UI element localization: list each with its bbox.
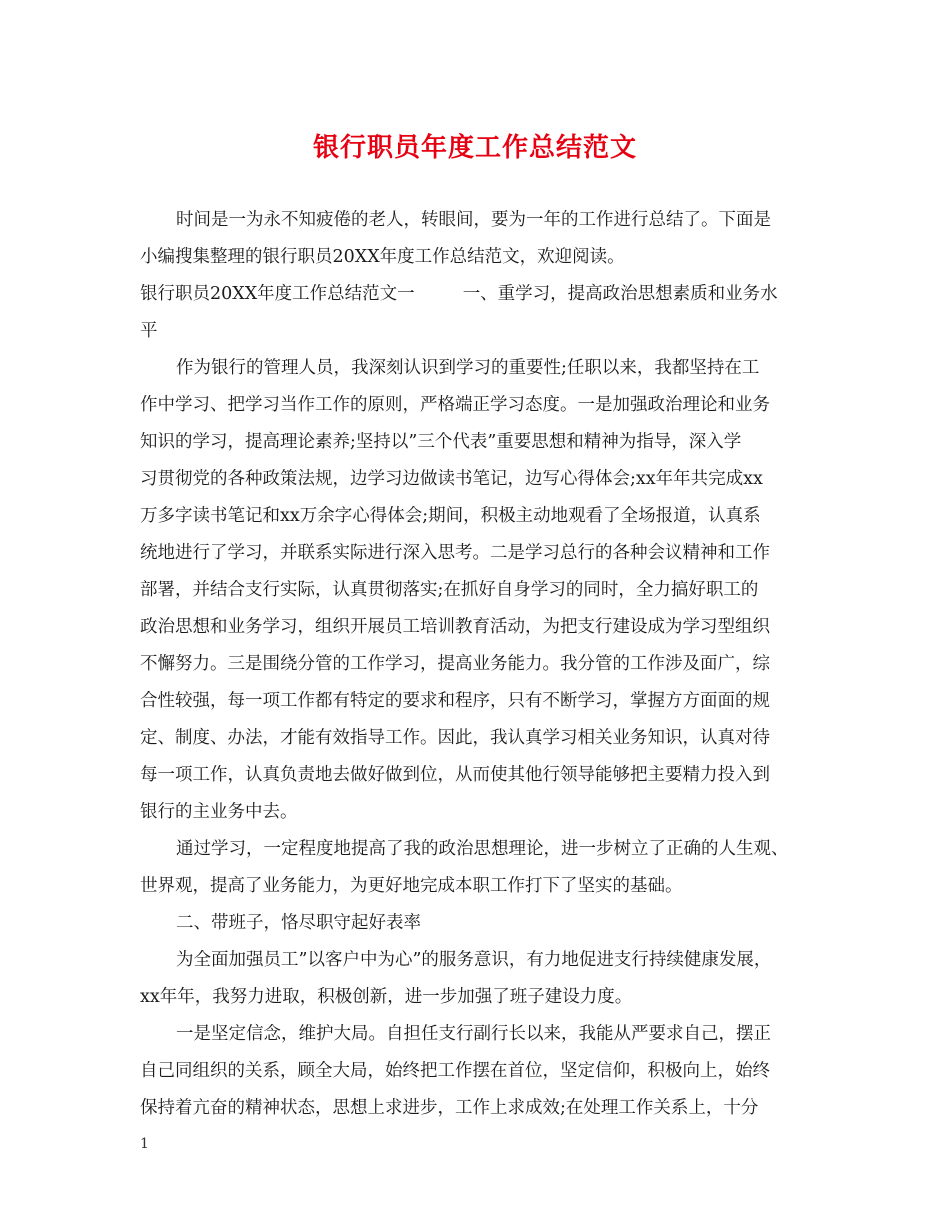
- intro-line: 时间是一为永不知疲倦的老人，转眼间，要为一年的工作进行总结了。下面是: [176, 210, 771, 230]
- section1-heading: 一、重学习，提高政治思想素质和业务水: [462, 284, 778, 304]
- paragraph-line: 作为银行的管理人员，我深刻认识到学习的重要性;任职以来，我都坚持在工: [176, 358, 760, 378]
- page-number: 1: [140, 1136, 149, 1152]
- paragraph-line: 万多字读书笔记和xx万余字心得体会;期间，积极主动地观看了全场报道，认真系: [140, 506, 761, 526]
- paragraph-line: 知识的学习，提高理论素养;坚持以”三个代表”重要思想和精神为指导，深入学: [140, 432, 742, 452]
- document-body: [140, 206, 830, 1131]
- intro-line: 小编搜集整理的银行职员20XX年度工作总结范文，欢迎阅读。: [140, 247, 625, 267]
- section1-heading-continuation: 平: [140, 321, 158, 341]
- paragraph-line: 银行的主业务中去。: [140, 802, 298, 822]
- article-heading: 银行职员20XX年度工作总结范文一: [140, 284, 415, 304]
- paragraph-line: 每一项工作，认真负责地去做好做到位，从而使其他行领导能够把主要精力投入到: [140, 765, 770, 785]
- paragraph-line: 为全面加强员工”以客户中为心”的服务意识，有力地促进支行持续健康发展，: [176, 950, 772, 970]
- document-title: 银行职员年度工作总结范文: [312, 133, 637, 163]
- paragraph-line: 通过学习，一定程度地提高了我的政治思想理论，进一步树立了正确的人生观、: [176, 839, 789, 859]
- paragraph-line: 政治思想和业务学习，组织开展员工培训教育活动，为把支行建设成为学习型组织: [140, 617, 770, 637]
- section-heading-line: [140, 280, 830, 317]
- section2-heading: 二、带班子，恪尽职守起好表率: [176, 913, 421, 933]
- paragraph-line: 保持着亢奋的精神状态，思想上求进步，工作上求成效;在处理工作关系上，十分: [140, 1098, 759, 1118]
- paragraph-line: 统地进行了学习，并联系实际进行深入思考。二是学习总行的各种会议精神和工作: [140, 543, 770, 563]
- paragraph-line: 部署，并结合支行实际，认真贯彻落实;在抓好自身学习的同时，全力搞好职工的: [140, 580, 759, 600]
- paragraph-line: 定、制度、办法，才能有效指导工作。因此，我认真学习相关业务知识，认真对待: [140, 728, 770, 748]
- paragraph-line: xx年年，我努力进取，积极创新，进一步加强了班子建设力度。: [140, 987, 633, 1007]
- paragraph-line: 不懈努力。三是围绕分管的工作学习，提高业务能力。我分管的工作涉及面广，综: [140, 654, 770, 674]
- paragraph-line: 一是坚定信念，维护大局。自担任支行副行长以来，我能从严要求自己，摆正: [176, 1024, 771, 1044]
- paragraph-line: 习贯彻党的各种政策法规，边学习边做读书笔记，边写心得体会;xx年年共完成xx: [140, 469, 763, 489]
- paragraph-line: 合性较强，每一项工作都有特定的要求和程序，只有不断学习，掌握方方面面的规: [140, 691, 770, 711]
- paragraph-line: 自己同组织的关系，顾全大局，始终把工作摆在首位，坚定信仰，积极向上，始终: [140, 1061, 770, 1081]
- paragraph-line: 作中学习、把学习当作工作的原则，严格端正学习态度。一是加强政治理论和业务: [140, 395, 770, 415]
- paragraph-line: 世界观，提高了业务能力，为更好地完成本职工作打下了坚实的基础。: [140, 876, 683, 896]
